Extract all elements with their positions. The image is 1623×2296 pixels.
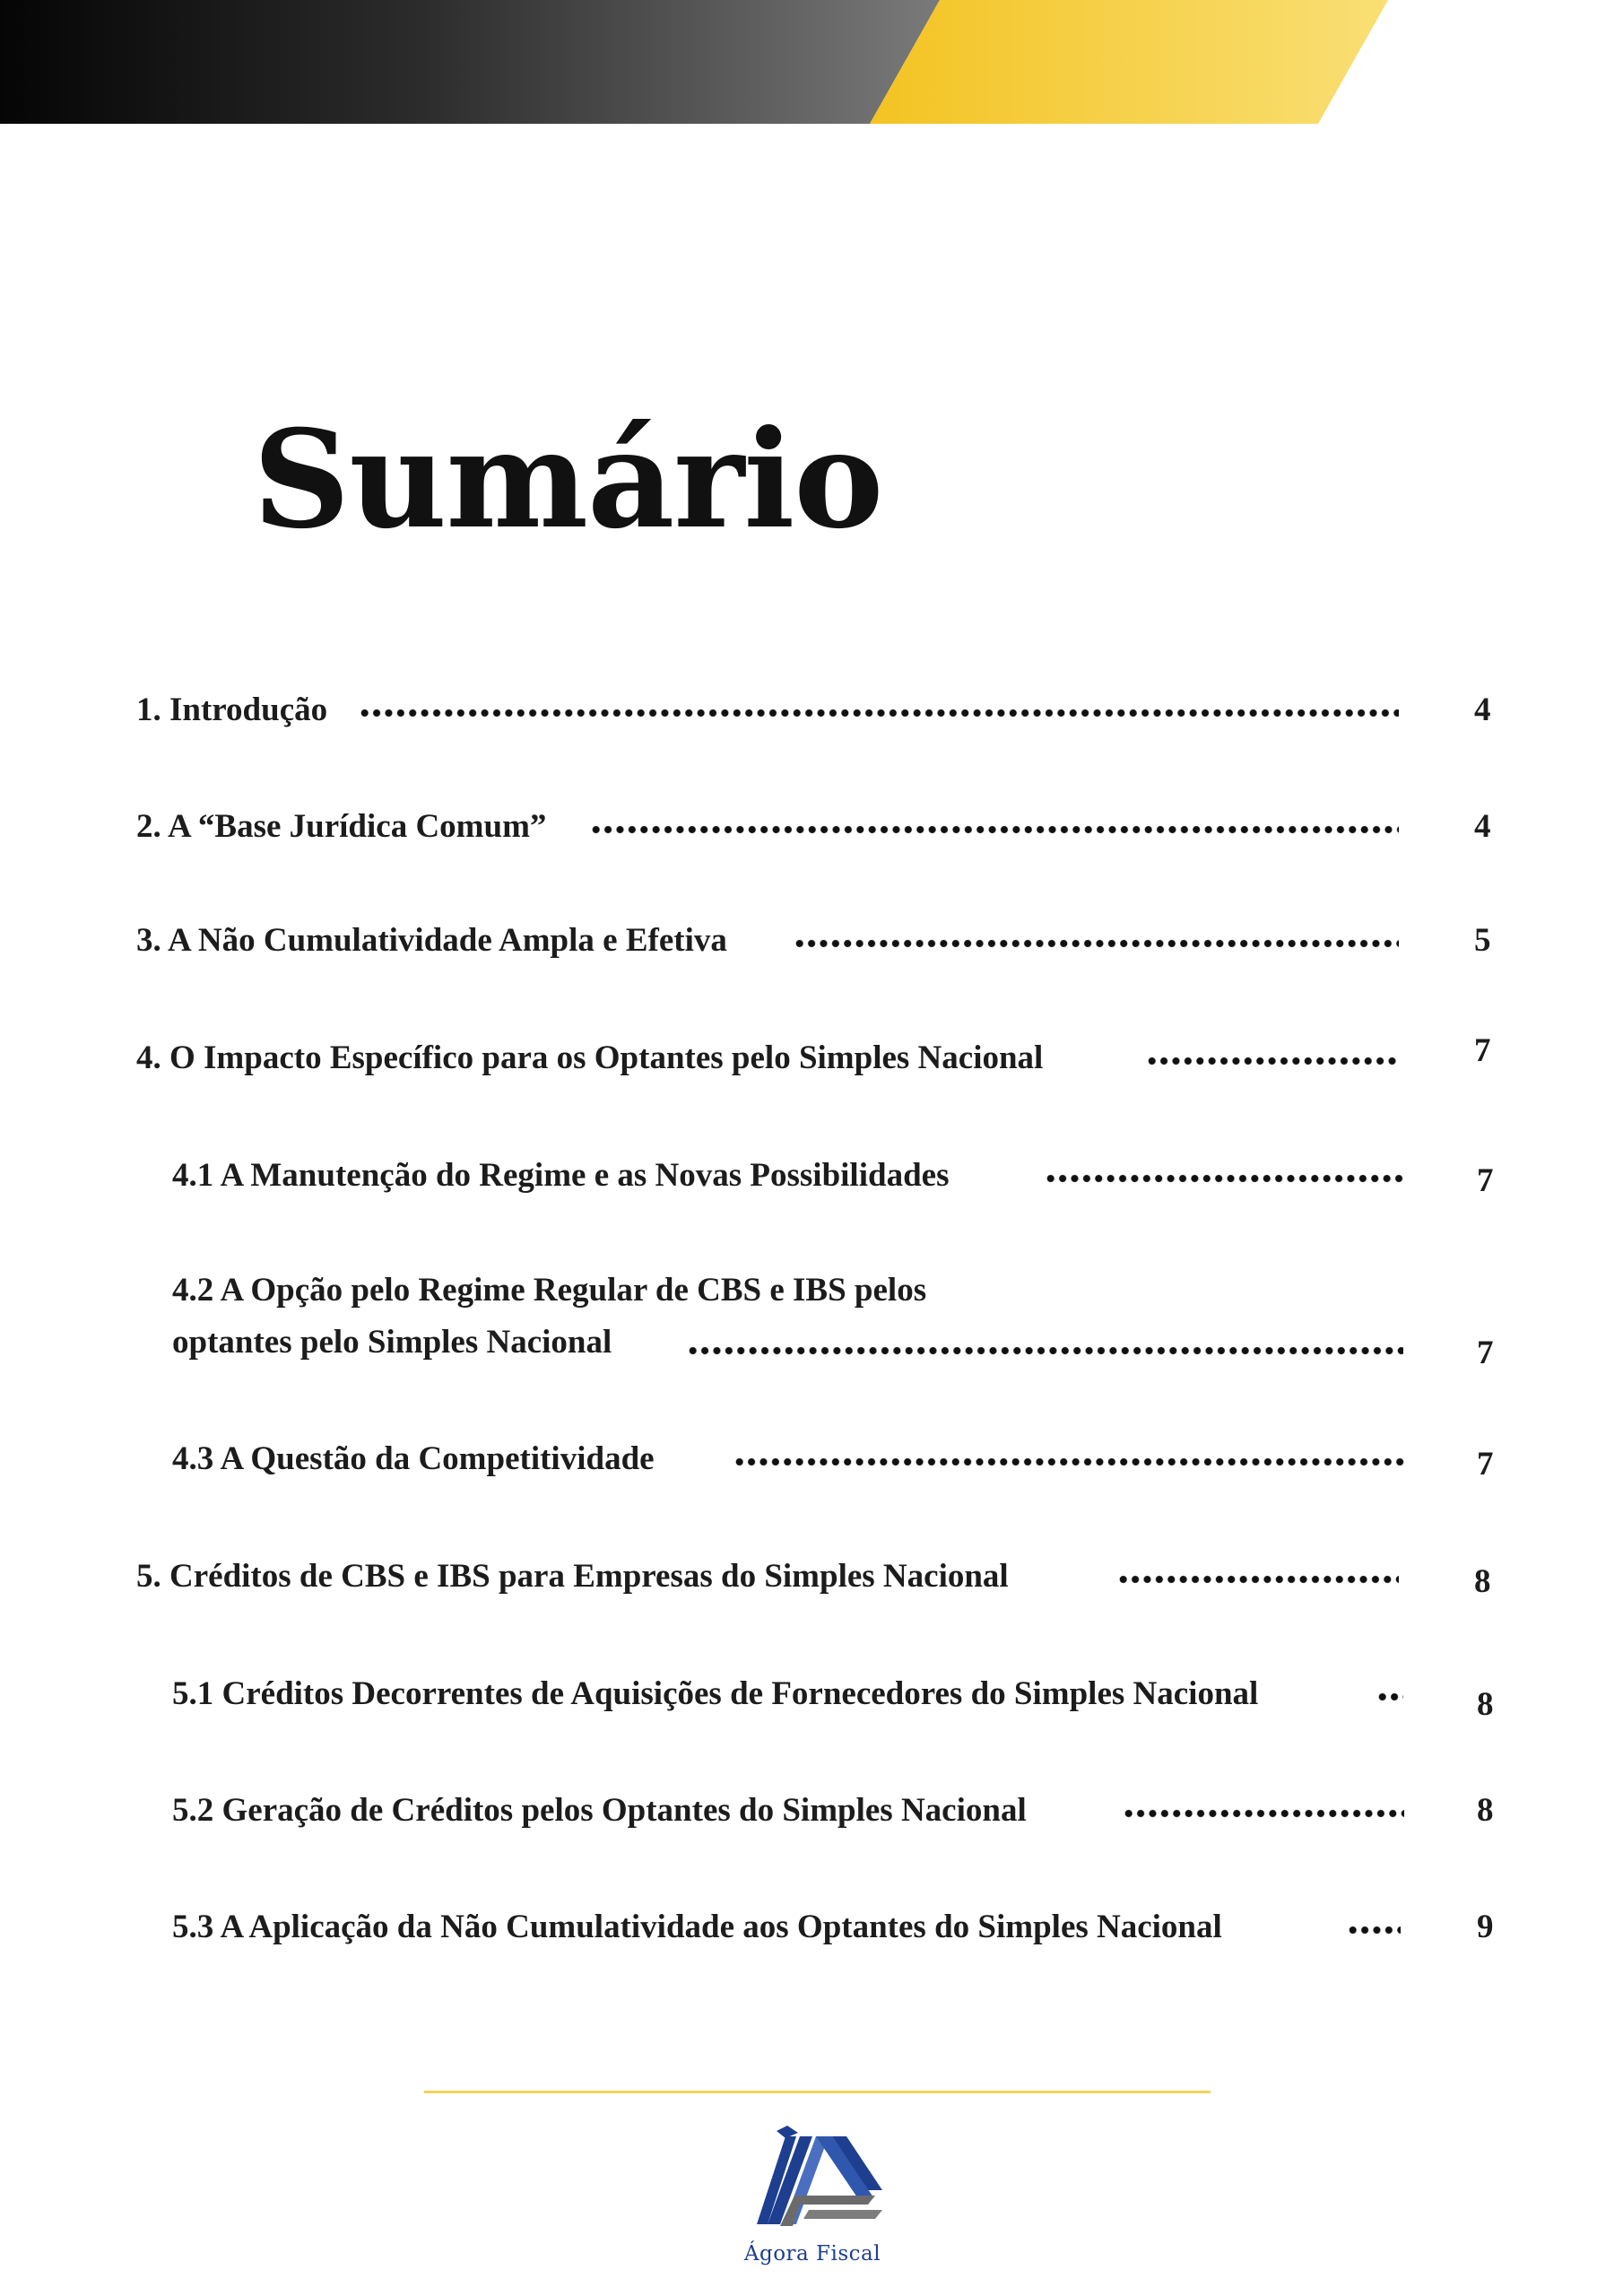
toc-entry-label: 5.1 Créditos Decorrentes de Aquisições de Fornecedores do Simples Nacional: [172, 1675, 1259, 1712]
toc-leader-dots: [1376, 1692, 1403, 1724]
toc-entry-label: 3. A Não Cumulatividade Ampla e Efetiva: [136, 922, 727, 959]
toc-entry-label: 2. A “Base Jurídica Comum”: [136, 808, 547, 845]
toc-entry-label-continued: optantes pelo Simples Nacional: [172, 1324, 612, 1361]
toc-entry-label: 5. Créditos de CBS e IBS para Empresas do Simples Nacional: [136, 1558, 1009, 1595]
footer-divider: [424, 2091, 1211, 2093]
toc-leader-dots: [1045, 1173, 1403, 1205]
toc-leader-dots: [687, 1345, 1403, 1378]
toc-entry-label: 4.2 A Opção pelo Regime Regular de CBS e IBS pelos: [172, 1272, 927, 1309]
toc-leader-dots: [359, 708, 1399, 740]
toc-page-number: 7: [1477, 1335, 1494, 1371]
toc-page-number: 8: [1474, 1563, 1491, 1600]
toc-entry-label: 4.3 A Questão da Competitividade: [172, 1440, 655, 1477]
toc-entry-label: 1. Introdução: [136, 691, 328, 728]
toc-leader-dots: [1123, 1808, 1404, 1840]
toc-leader-dots: [1146, 1056, 1399, 1088]
toc-leader-dots: [1347, 1925, 1401, 1957]
toc-leader-dots: [1117, 1574, 1399, 1606]
toc-page-number: 5: [1474, 922, 1491, 959]
agora-fiscal-logo-icon: [741, 2126, 902, 2247]
page-title: Sumário: [253, 401, 883, 559]
toc-entry[interactable]: [0, 1032, 1623, 1140]
toc-entry[interactable]: [0, 1668, 1623, 1776]
toc-entry-label: 4. O Impacto Específico para os Optantes pelo Simples Nacional: [136, 1039, 1044, 1076]
toc-page-number: 8: [1477, 1792, 1494, 1829]
toc-entry[interactable]: [0, 801, 1623, 909]
toc-entry[interactable]: [0, 1785, 1623, 1892]
toc-leader-dots: [590, 824, 1399, 857]
toc-page-number: 7: [1474, 1032, 1491, 1069]
toc-entry-label: 5.3 A Aplicação da Não Cumulatividade aos Optantes do Simples Nacional: [172, 1909, 1222, 1945]
toc-entry[interactable]: [0, 1265, 1623, 1408]
toc-page-number: 7: [1477, 1162, 1494, 1199]
toc-leader-dots: [794, 938, 1399, 970]
toc-page-number: 4: [1474, 808, 1491, 845]
toc-entry[interactable]: [0, 684, 1623, 792]
toc-entry-label: 5.2 Geração de Créditos pelos Optantes do Simples Nacional: [172, 1792, 1027, 1829]
toc-page-number: 4: [1474, 691, 1491, 728]
toc-page-number: 8: [1477, 1686, 1494, 1723]
toc-entry[interactable]: [0, 1901, 1623, 2009]
toc-entry[interactable]: [0, 1150, 1623, 1257]
toc-entry-label: 4.1 A Manutenção do Regime e as Novas Possibilidades: [172, 1157, 950, 1194]
toc-page-number: 9: [1477, 1909, 1494, 1945]
toc-entry[interactable]: [0, 1433, 1623, 1541]
brand-name: Ágora Fiscal: [743, 2242, 881, 2266]
toc-entry[interactable]: [0, 915, 1623, 1022]
toc-page-number: 7: [1477, 1446, 1494, 1483]
toc-entry[interactable]: [0, 1551, 1623, 1658]
toc-leader-dots: [733, 1457, 1404, 1489]
